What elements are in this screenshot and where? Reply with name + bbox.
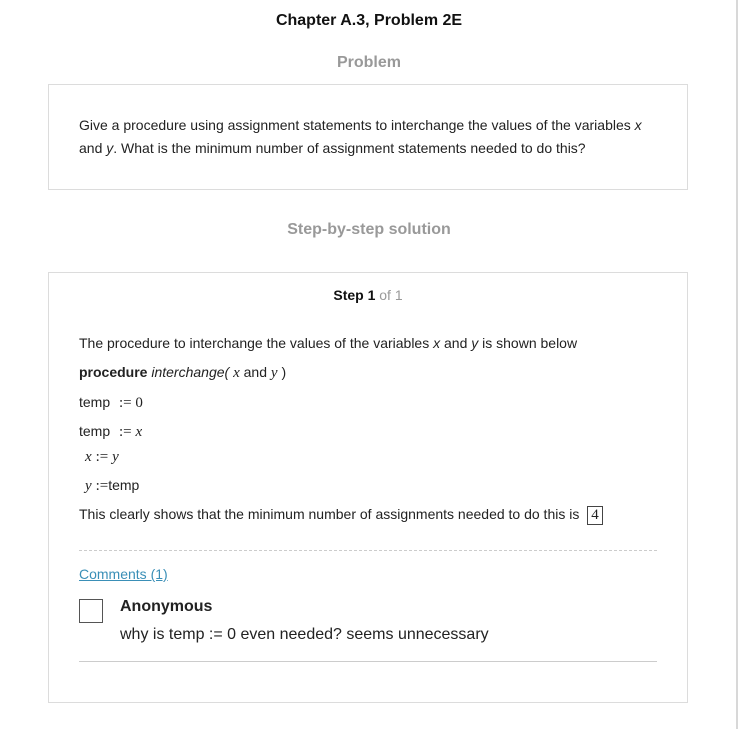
- solution-heading: Step-by-step solution: [287, 221, 451, 238]
- step-header: [49, 287, 687, 303]
- assignment-line-2: [79, 423, 142, 441]
- problem-text: [79, 114, 664, 160]
- conclusion-text: This clearly shows that the minimum number of assignments needed to do this is: [79, 506, 580, 522]
- problem-var-y: y: [106, 140, 114, 156]
- temp-variable: temp: [108, 477, 140, 493]
- step-count: of 1: [379, 287, 403, 303]
- step-label: Step 1: [333, 287, 376, 303]
- intro-var-x: x: [433, 335, 441, 351]
- page-title: Chapter A.3, Problem 2E: [275, 12, 463, 29]
- problem-text-part: Give a procedure using assignment statements to interchange the values of the variables: [79, 117, 635, 133]
- conclusion: [79, 506, 603, 525]
- assignment-operator: :=: [95, 478, 109, 494]
- procedure-close: ): [281, 364, 287, 380]
- comments-link[interactable]: Comments (1): [79, 566, 168, 582]
- variable-y: y: [85, 478, 92, 494]
- comment-divider: [79, 661, 657, 662]
- variable-x: x: [135, 424, 143, 440]
- assignment-line-1: [79, 394, 143, 412]
- procedure-and: and: [243, 364, 267, 380]
- procedure-declaration: [79, 364, 286, 382]
- assignment-line-4: [85, 477, 139, 495]
- variable-x: x: [85, 449, 92, 465]
- procedure-keyword: procedure: [79, 364, 148, 380]
- intro-text: is shown below: [478, 335, 578, 351]
- comment-text: why is temp := 0 even needed? seems unnecessary: [120, 626, 489, 643]
- temp-variable: temp: [79, 423, 111, 439]
- procedure-name: interchange(: [151, 364, 230, 380]
- dashed-divider: [79, 550, 657, 551]
- assignment-operator: :=: [95, 449, 109, 465]
- procedure-param-x: x: [233, 365, 240, 381]
- problem-text-part: and: [79, 140, 107, 156]
- solution-intro: [79, 335, 577, 351]
- assignment-line-3: [85, 448, 119, 466]
- problem-text-part: . What is the minimum number of assignment statements needed to do this?: [113, 140, 586, 156]
- intro-text: and: [440, 335, 472, 351]
- problem-var-x: x: [634, 117, 642, 133]
- intro-var-y: y: [471, 335, 479, 351]
- assignment-expression: := 0: [119, 395, 143, 411]
- problem-heading: Problem: [336, 54, 401, 71]
- problem-box: [48, 84, 688, 190]
- answer-box: 4: [587, 506, 603, 525]
- temp-variable: temp: [79, 394, 111, 410]
- procedure-param-y: y: [270, 365, 278, 381]
- avatar: [79, 599, 103, 623]
- comment-author: Anonymous: [120, 598, 213, 615]
- variable-y: y: [112, 449, 119, 465]
- assignment-operator: :=: [119, 424, 132, 440]
- solution-box: [48, 272, 688, 703]
- intro-text: The procedure to interchange the values of the variables: [79, 335, 434, 351]
